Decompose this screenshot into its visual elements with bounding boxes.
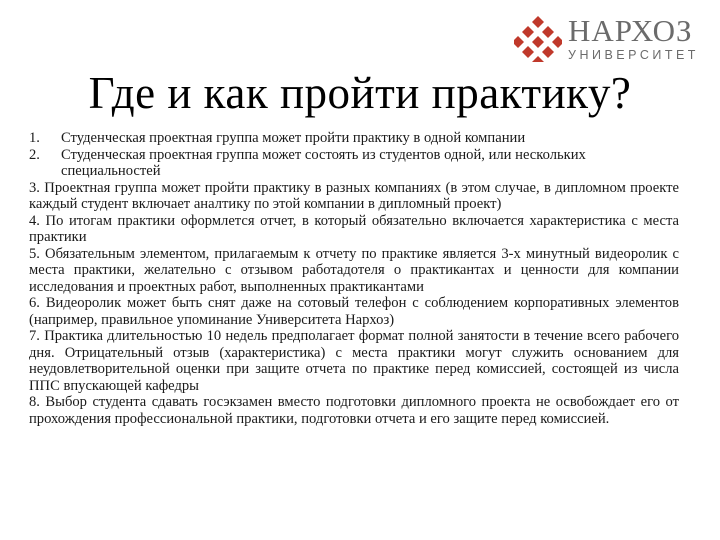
paragraph-7: 7. Практика длительностью 10 недель предполагает формат полной занятости в течение всего рабочего дня. Отрицательный отзыв (характеристика) с места практики могут служить основанием для неудовлетворительной оценки при защите отчета по практике перед комиссией, состоящей из числа ППС впускающей кафедры	[29, 328, 679, 394]
paragraph-5: 5. Обязательным элементом, прилагаемым к отчету по практике является 3-х минутный видеоролик с места практики, желательно с отзывом работадотеля о практикантах и ценности для компании исследования и проектных работ, выполненных практикантами	[29, 245, 679, 295]
list-item-number: 2.	[29, 146, 40, 163]
logo-name: НАРХОЗ	[568, 12, 693, 48]
page-title: Где и как пройти практику?	[88, 68, 632, 118]
list-item-1	[29, 130, 679, 147]
practice-rules-list	[29, 130, 679, 427]
paragraph-3: 3. Проектная группа может пройти практику в разных компаниях (в этом случае, в дипломном проекте каждый студент включает аналтику по этой компании в дипломный проект)	[29, 179, 679, 212]
list-item-text: Студенческая проектная группа может пройти практику в одной компании	[61, 130, 526, 146]
narxoz-logo-icon	[514, 14, 562, 62]
list-item-number: 1.	[29, 130, 40, 146]
paragraph-4: 4. По итогам практики оформлется отчет, в который обязательно включается характеристика с места практики	[29, 212, 679, 245]
paragraph-8: 8. Выбор студента сдавать госэкзамен вместо подготовки дипломного проекта не освобождает его от прохождения профессиональной практики, подготовки отчета и его защите перед комиссией.	[29, 394, 679, 427]
paragraph-6: 6. Видеоролик может быть снят даже на сотовый телефон с соблюдением корпоративных элементов (например, правильное упоминание Университета Нархоз)	[29, 295, 679, 328]
logo-subtitle: УНИВЕРСИТЕТ	[568, 47, 699, 62]
list-item-2	[29, 147, 679, 180]
narxoz-logo	[514, 14, 699, 62]
list-item-text: Студенческая проектная группа может состоять из студентов одной, или нескольких специальностей	[61, 146, 586, 179]
